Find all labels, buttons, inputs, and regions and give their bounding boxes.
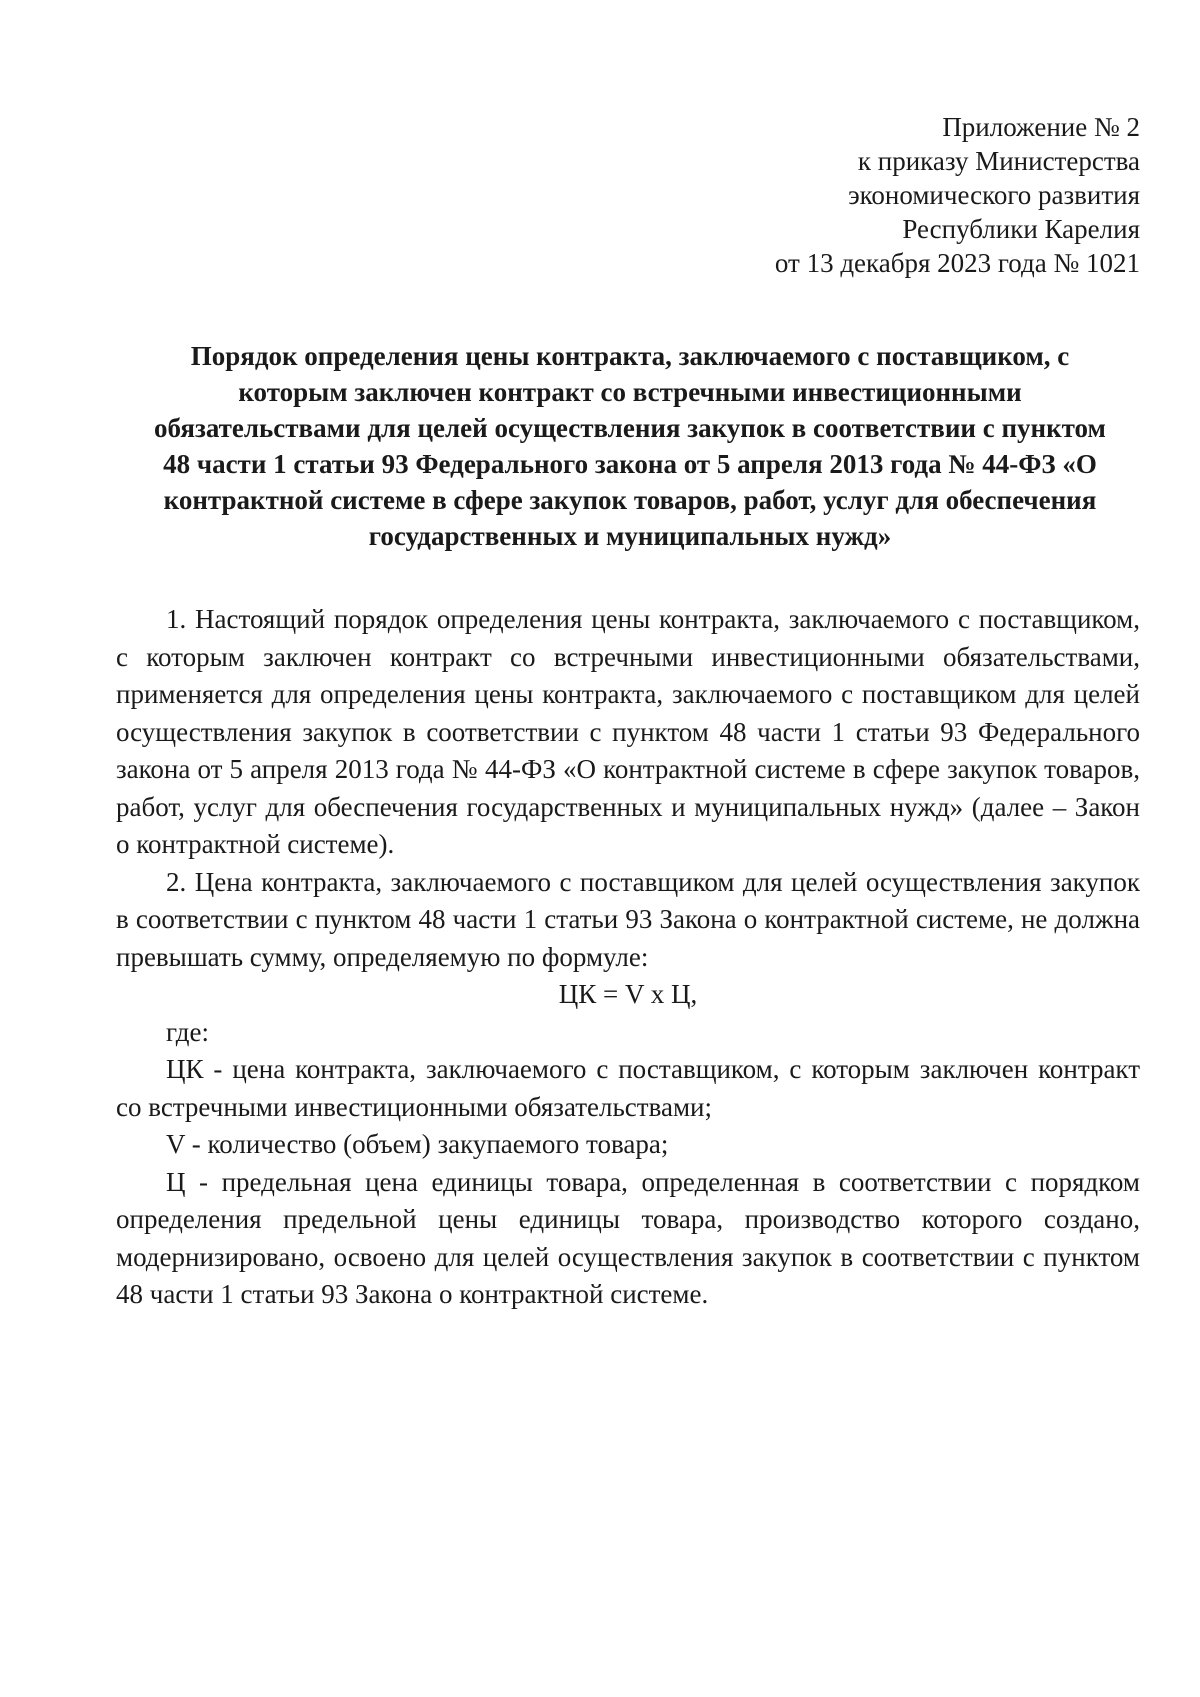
- definition-v: V - количество (объем) закупаемого товара;: [166, 1129, 669, 1159]
- annex-date: от 13 декабря 2023 года № 1021: [774, 248, 1140, 278]
- annex-ministry: экономического развития: [848, 180, 1140, 210]
- annex-header: [600, 110, 1140, 280]
- document-title: [120, 338, 1140, 554]
- title-line: Порядок определения цены контракта, заключаемого с поставщиком, с: [190, 341, 1070, 371]
- title-line: обязательствами для целей осуществления закупок в соответствии с пунктом: [154, 413, 1106, 443]
- definition-ck: ЦК - цена контракта, заключаемого с поставщиком, с которым заключен контракт со встречными инвестиционными обязательствами;: [116, 1054, 1140, 1122]
- annex-number: Приложение № 2: [942, 112, 1140, 142]
- price-formula: ЦК = V х Ц,: [558, 979, 698, 1009]
- paragraph-2: 2. Цена контракта, заключаемого с поставщиком для целей осуществления закупок в соответствии с пунктом 48 части 1 статьи 93 Закона о контрактной системе, не должна превышать сумму, определяемую по формуле:: [116, 866, 1140, 972]
- title-line: контрактной системе в сфере закупок товаров, работ, услуг для обеспечения: [163, 485, 1097, 515]
- title-line: которым заключен контракт со встречными инвестиционными: [238, 377, 1022, 407]
- annex-order-ref: к приказу Министерства: [857, 146, 1140, 176]
- annex-region: Республики Карелия: [902, 214, 1140, 244]
- title-line: 48 части 1 статьи 93 Федерального закона от 5 апреля 2013 года № 44-ФЗ «О: [163, 449, 1097, 479]
- where-label: где:: [166, 1016, 209, 1047]
- document-body: [116, 601, 1140, 1314]
- paragraph-1: 1. Настоящий порядок определения цены контракта, заключаемого с поставщиком, с которым заключен контракт со встречными инвестиционными обязательствами, применяется для определения цены контракта, заключаемого с поставщиком для целей осуществления закупок в соответствии с пунктом 48 части 1 статьи 93 Федерального закона от 5 апреля 2013 года № 44-ФЗ «О контрактной системе в сфере закупок товаров, работ, услуг для обеспечения государственных и муниципальных нужд» (далее – Закон о контрактной системе).: [116, 604, 1140, 859]
- definition-c: Ц - предельная цена единицы товара, определенная в соответствии с порядком определения предельной цены единицы товара, производство которого создано, модернизировано, освоено для целей осуществления закупок в соответствии с пунктом 48 части 1 статьи 93 Закона о контрактной системе.: [116, 1166, 1140, 1309]
- title-line: государственных и муниципальных нужд»: [368, 521, 892, 551]
